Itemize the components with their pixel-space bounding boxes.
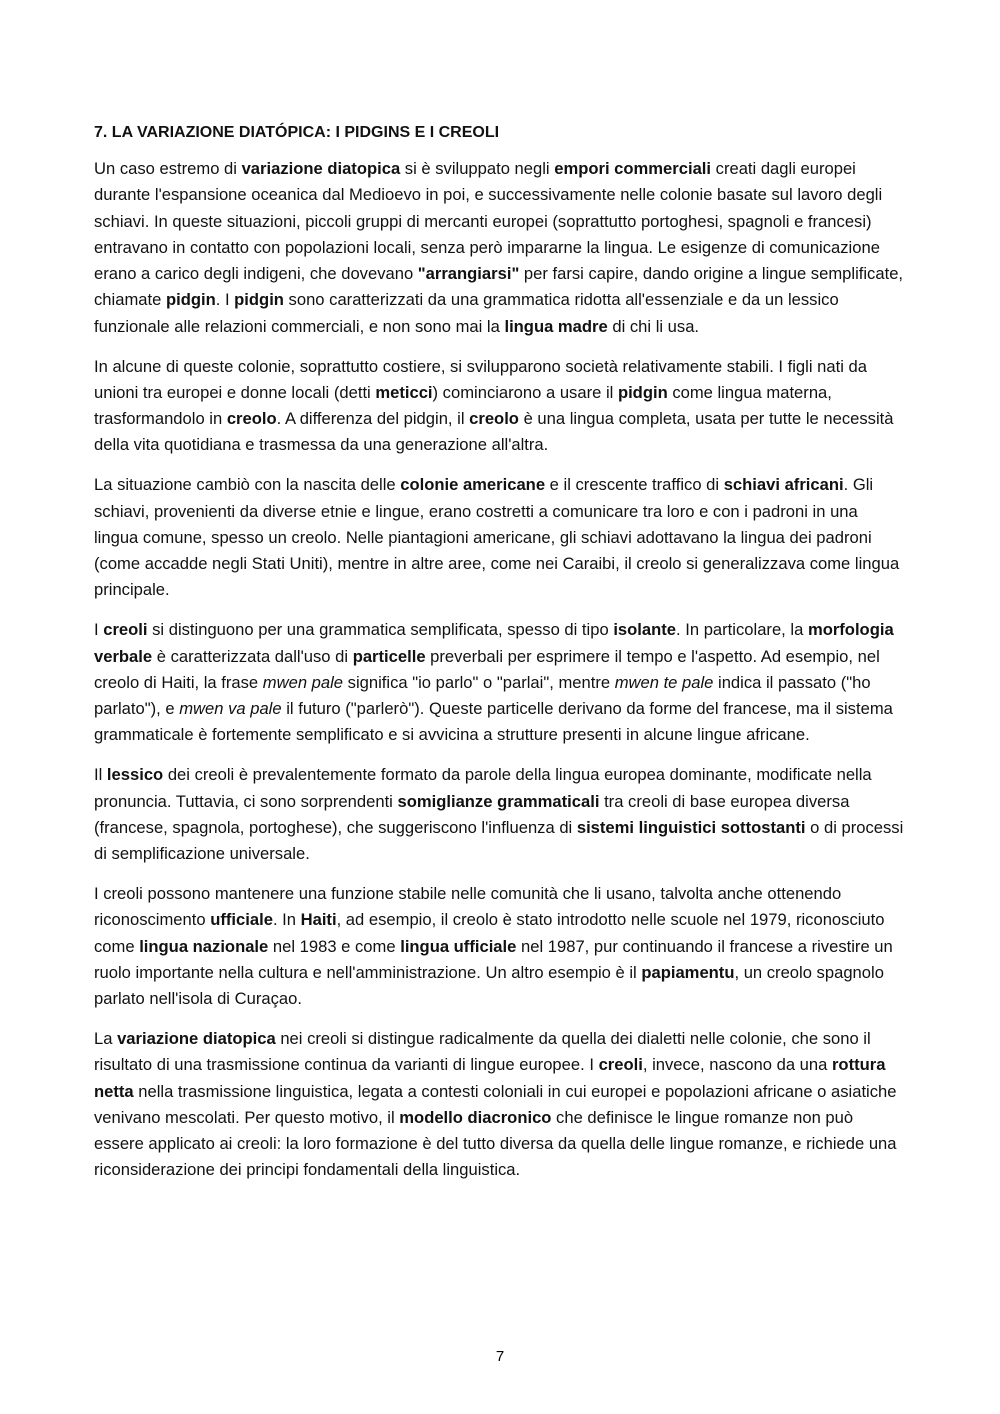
- text-run: nella trasmissione linguistica, legata a contesti coloniali in cui europei e popolazioni africane o asiatiche venivano mescolati. Per questo motivo, il: [94, 1081, 897, 1127]
- text-run: come lingua materna, trasformandolo in: [94, 382, 832, 429]
- bold-term: papiamentu: [641, 962, 735, 982]
- text-run: , un creolo spagnolo parlato nell'isola di Curaçao.: [94, 962, 884, 1009]
- text-run: sono caratterizzati da una grammatica ridotta all'essenziale e da un lessico funzionale alle relazioni commerciali, e non sono mai la: [94, 290, 839, 336]
- bold-term: sistemi linguistici sottostanti: [576, 817, 806, 837]
- text-run: creati dagli europei durante l'espansione oceanica dal Medioevo in poi, e successivamente nelle colonie basate sul lavoro degli schiavi. In queste situazioni, piccoli gruppi di mercanti europei (soprattutto portoghesi, spagnoli e francesi) entravano in contatto con popolazioni locali, senza però impararne la lingua. Le esigenze di comunicazione erano a carico degli indigeni, che dovevano: [94, 159, 883, 284]
- bold-term: creolo: [226, 409, 277, 429]
- italic-example: mwen te pale: [614, 672, 714, 692]
- bold-term: pidgin: [234, 290, 284, 310]
- text-run: significa "io parlo" o "parlai", mentre: [343, 672, 615, 692]
- bold-term: variazione diatopica: [241, 159, 401, 178]
- text-run: . In: [272, 910, 301, 930]
- bold-term: creoli: [598, 1055, 643, 1075]
- paragraph-2: [94, 354, 906, 459]
- text-run: per farsi capire, dando origine a lingue semplificate, chiamate: [94, 264, 904, 310]
- page-number: 7: [495, 1348, 505, 1365]
- bold-term: lessico: [106, 765, 164, 785]
- bold-term: lingua madre: [504, 316, 608, 336]
- text-run: I creoli possono mantenere una funzione stabile nelle comunità che li usano, talvolta anche ottenendo riconoscimento: [94, 883, 842, 930]
- bold-term: variazione diatopica: [117, 1028, 276, 1048]
- bold-term: rottura netta: [94, 1055, 886, 1101]
- bold-term: "arrangiarsi": [417, 264, 520, 284]
- bold-term: pidgin: [165, 290, 216, 310]
- paragraph-7: [94, 1026, 906, 1184]
- bold-term: somiglianze grammaticali: [397, 791, 600, 811]
- text-run: si è sviluppato negli: [400, 159, 555, 178]
- paragraph-6: [94, 881, 906, 1012]
- bold-term: lingua ufficiale: [400, 936, 517, 956]
- text-run: è una lingua completa, usata per tutte le necessità della vita quotidiana e trasmessa da una generazione all'altra.: [94, 409, 894, 455]
- bold-term: Haiti: [300, 910, 337, 930]
- text-run: ) cominciarono a usare il: [432, 382, 618, 402]
- text-run: indica il passato ("ho parlato"), e: [94, 672, 871, 719]
- text-run: , invece, nascono da una: [642, 1055, 832, 1075]
- paragraph-3: [94, 472, 906, 603]
- bold-term: isolante: [613, 620, 677, 640]
- paragraph-5: [94, 762, 906, 867]
- text-run: il futuro ("parlerò"). Queste particelle derivano da forme del francese, ma il sistema grammaticale è fortemente semplificato e si avvicina a strutture presenti in alcune lingue africane.: [94, 699, 893, 745]
- text-run: Un caso estremo di: [94, 159, 242, 178]
- text-run: . A differenza del pidgin, il: [276, 409, 470, 429]
- bold-term: modello diacronico: [399, 1107, 552, 1127]
- italic-example: mwen va pale: [179, 699, 282, 719]
- bold-term: creoli: [103, 620, 148, 640]
- text-run: tra creoli di base europea diversa (francese, spagnola, portoghese), che suggeriscono l'influenza di: [94, 791, 850, 837]
- text-run: è caratterizzata dall'uso di: [152, 646, 353, 666]
- paragraph-1: [94, 156, 906, 340]
- text-run: Il: [94, 765, 107, 785]
- bold-term: morfologia verbale: [94, 620, 894, 666]
- bold-term: schiavi africani: [723, 475, 844, 495]
- text-run: dei creoli è prevalentemente formato da parole della lingua europea dominante, modificate nella pronuncia. Tuttavia, ci sono sorprendenti: [94, 765, 872, 811]
- text-run: In alcune di queste colonie, soprattutto costiere, si svilupparono società relativamente stabili. I figli nati da unioni tra europei e donne locali (detti: [94, 356, 867, 402]
- text-run: I: [94, 620, 104, 640]
- text-run: e il crescente traffico di: [545, 475, 724, 495]
- text-run: che definisce le lingue romanze non può essere applicato ai creoli: la loro formazione è del tutto diversa da quella delle lingue romanze, e richiede una riconsiderazione dei principi fondamentali della linguistica.: [94, 1107, 897, 1180]
- text-run: . Gli schiavi, provenienti da diverse etnie e lingue, erano costretti a comunicare tra loro e con i padroni in una lingua comune, spesso un creolo. Nelle piantagioni americane, gli schiavi adottavano la lingua dei padroni (come accadde negli Stati Uniti), mentre in altre aree, come nei Caraibi, il creolo si generalizzava come lingua principale.: [94, 475, 900, 600]
- text-run: , ad esempio, il creolo è stato introdotto nelle scuole nel 1979, riconosciuto come: [94, 910, 885, 956]
- text-run: preverbali per esprimere il tempo e l'aspetto. Ad esempio, nel creolo di Haiti, la frase: [94, 646, 880, 692]
- text-run: . In particolare, la: [676, 620, 808, 640]
- text-run: nel 1987, pur continuando il francese a rivestire un ruolo importante nella cultura e nell'amministrazione. Un altro esempio è il: [94, 936, 893, 982]
- bold-term: particelle: [352, 646, 426, 666]
- section-heading: 7. LA VARIAZIONE DIATÓPICA: I PIDGINS E I CREOLI: [94, 124, 500, 141]
- text-run: di chi li usa.: [607, 316, 700, 336]
- text-run: nel 1983 e come: [268, 936, 401, 956]
- bold-term: meticci: [375, 382, 433, 402]
- italic-example: mwen pale: [262, 672, 344, 692]
- bold-term: creolo: [469, 409, 519, 429]
- bold-term: colonie americane: [400, 475, 546, 495]
- bold-term: pidgin: [617, 382, 668, 402]
- text-run: si distinguono per una grammatica semplificata, spesso di tipo: [147, 620, 614, 640]
- bold-term: ufficiale: [210, 910, 273, 930]
- bold-term: empori commerciali: [554, 159, 712, 178]
- text-run: La situazione cambiò con la nascita delle: [94, 475, 401, 495]
- text-run: o di processi di semplificazione universale.: [94, 817, 904, 864]
- text-run: La: [94, 1028, 118, 1048]
- paragraph-4: [94, 617, 906, 748]
- text-run: nei creoli si distingue radicalmente da quella dei dialetti nelle colonie, che sono il risultato di una trasmissione continua da varianti di lingue europee. I: [94, 1028, 871, 1075]
- bold-term: lingua nazionale: [139, 936, 269, 956]
- text-run: . I: [215, 290, 235, 310]
